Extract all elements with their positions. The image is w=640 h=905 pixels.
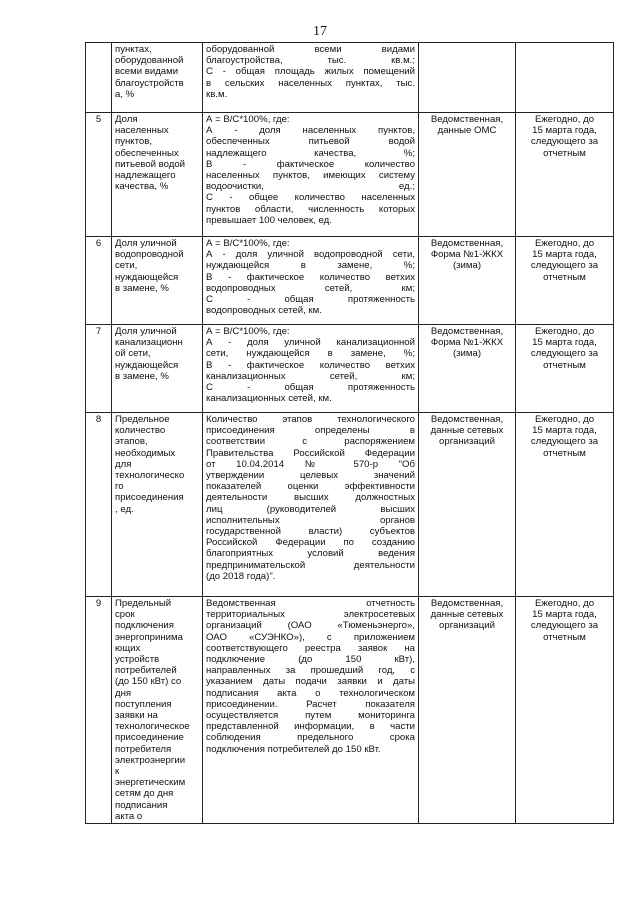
calculation-method-line: территориальных электросетевых xyxy=(206,609,415,621)
reporting-term-line: Ежегодно, до xyxy=(534,414,595,425)
indicator-name-line: подключения xyxy=(115,620,174,632)
indicator-name-line: качества, % xyxy=(115,181,169,193)
reporting-term-line: Ежегодно, до xyxy=(534,238,595,249)
calculation-method-line: Российской Федерации по созданию xyxy=(206,537,415,549)
calculation-method-line: показателей оценки эффективности xyxy=(206,481,415,493)
reporting-term xyxy=(516,237,614,325)
calculation-method-line: водопроводных сетей, км. xyxy=(206,305,322,317)
indicator-name-line: в замене, % xyxy=(115,370,169,382)
reporting-term-line: отчетным xyxy=(543,147,586,159)
row-number: 5 xyxy=(86,113,112,237)
indicator-name-line: присоединение xyxy=(115,732,184,744)
calculation-method-line: А = В/С*100%, где: xyxy=(206,114,290,125)
indicator-name xyxy=(112,413,203,597)
data-source xyxy=(419,597,516,824)
row-number: 7 xyxy=(86,325,112,413)
reporting-term-line: 15 марта года, xyxy=(532,609,597,621)
calculation-method-line: В - фактическое количество ветхих xyxy=(206,271,415,283)
data-source-line: Ведомственная, xyxy=(430,326,504,337)
calculation-method-line: подписания акта о технологическом xyxy=(206,687,415,699)
indicator-name-line: населенных xyxy=(115,125,169,137)
calculation-method-line: от 10.04.2014 № 570-р "Об xyxy=(206,458,415,470)
indicator-name-line: водопроводной xyxy=(115,249,184,261)
calculation-method-line: указанием даты подачи заявки и даты xyxy=(206,676,415,688)
calculation-method-line: канализационных сетей, км. xyxy=(206,393,332,405)
calculation-method-line: Количество этапов технологического xyxy=(206,414,415,425)
indicator-name-line: , ед. xyxy=(115,503,134,515)
reporting-term-line: 15 марта года, xyxy=(532,425,597,437)
calculation-method-line: утверждении целевых значений xyxy=(206,470,415,482)
data-source-line: Форма №1-ЖКХ xyxy=(430,249,504,261)
data-source xyxy=(419,113,516,237)
calculation-method-line: А = В/С*100%, где: xyxy=(206,238,290,249)
calculation-method-line: направленных за прошедший год, с xyxy=(206,665,415,677)
calculation-method xyxy=(203,325,419,413)
indicator-name-line: технологическо xyxy=(115,470,185,482)
calculation-method-line: оборудованной всеми видами xyxy=(206,44,415,55)
indicator-name-line: Доля xyxy=(115,114,138,125)
calculation-method-line: надлежащего качества, %; xyxy=(206,147,415,159)
calculation-method-line: С - общая площадь жилых помещений xyxy=(206,66,415,78)
calculation-method-line: подключение (до 150 кВт), xyxy=(206,654,415,666)
indicator-name-line: ющих xyxy=(115,642,141,654)
indicator-name-line: Доля уличной xyxy=(115,326,177,337)
calculation-method-line: водоочистки, ед.; xyxy=(206,181,415,193)
table-row xyxy=(86,237,614,325)
indicator-name-line: количество xyxy=(115,425,166,437)
calculation-method xyxy=(203,43,419,113)
reporting-term-line: следующего за xyxy=(530,436,599,448)
calculation-method-line: деятельности высших должностных xyxy=(206,492,415,504)
calculation-method-line: водопроводных сетей, км; xyxy=(206,282,415,294)
reporting-term-line: отчетным xyxy=(543,631,586,643)
reporting-term xyxy=(516,325,614,413)
data-source-line: Ведомственная, xyxy=(430,238,504,249)
indicator-name-line: заявки на xyxy=(115,710,158,722)
indicator-name xyxy=(112,597,203,824)
indicator-name-line: технологическое xyxy=(115,721,190,733)
indicator-name-line: в замене, % xyxy=(115,282,169,294)
reporting-term-line: отчетным xyxy=(543,271,586,283)
calculation-method xyxy=(203,113,419,237)
calculation-method-line: осуществляется путем мониторинга xyxy=(206,710,415,722)
data-source-line: организаций xyxy=(439,620,495,632)
reporting-term-line: 15 марта года, xyxy=(532,125,597,137)
reporting-term-line: следующего за xyxy=(530,620,599,632)
calculation-method-line: государственной власти) субъектов xyxy=(206,526,415,538)
indicator-name xyxy=(112,325,203,413)
reporting-term xyxy=(516,597,614,824)
reporting-term-line: отчетным xyxy=(543,359,586,371)
reporting-term xyxy=(516,43,614,113)
reporting-term-line: 15 марта года, xyxy=(532,337,597,349)
data-source xyxy=(419,43,516,113)
data-source-line: организаций xyxy=(439,436,495,448)
indicator-name-line: а, % xyxy=(115,88,135,100)
calculation-method-line: С - общая протяженность xyxy=(206,294,415,306)
indicator-name-line: потребителя xyxy=(115,743,172,755)
data-source-line: данные ОМС xyxy=(437,125,497,137)
indicator-name-line: ой сети, xyxy=(115,348,151,360)
calculation-method-line: пунктов области, численность которых xyxy=(206,203,415,215)
indicator-name-line: потребителей xyxy=(115,665,177,677)
indicator-name-line: этапов, xyxy=(115,436,148,448)
calculation-method-line: Ведомственная отчетность xyxy=(206,598,415,609)
indicator-name-line: пунктов, xyxy=(115,136,152,148)
data-source xyxy=(419,325,516,413)
calculation-method-line: предпринимательской деятельности xyxy=(206,559,415,571)
indicators-table xyxy=(85,42,614,824)
calculation-method-line: В - фактическое количество xyxy=(206,158,415,170)
data-source-line: (зима) xyxy=(452,348,482,360)
indicator-name-line: оборудованной xyxy=(115,55,184,67)
calculation-method xyxy=(203,597,419,824)
calculation-method-line: кв.м. xyxy=(206,88,228,100)
calculation-method-line: А = В/С*100%, где: xyxy=(206,326,290,337)
reporting-term xyxy=(516,113,614,237)
indicator-name-line: обеспеченных xyxy=(115,147,179,159)
row-number: 8 xyxy=(86,413,112,597)
indicator-name-line: дня xyxy=(115,687,132,699)
data-source-line: Ведомственная, xyxy=(430,414,504,425)
calculation-method-line: лиц (руководителей высших xyxy=(206,503,415,515)
indicator-name-line: го xyxy=(115,481,124,493)
calculation-method-line: населенных пунктов, имеющих систему xyxy=(206,170,415,182)
reporting-term-line: Ежегодно, до xyxy=(534,326,595,337)
calculation-method-line: организаций (ОАО «Тюменьэнерго», xyxy=(206,620,415,632)
calculation-method-line: Правительства Российской Федерации xyxy=(206,447,415,459)
reporting-term-line: 15 марта года, xyxy=(532,249,597,261)
indicator-name-line: надлежащего xyxy=(115,170,176,182)
calculation-method-line: в сельских населенных пунктах, тыс. xyxy=(206,77,415,89)
indicator-name-line: акта о xyxy=(115,810,143,822)
data-source-line: Ведомственная, xyxy=(430,598,504,609)
calculation-method-line: (до 2018 года)". xyxy=(206,570,276,582)
calculation-method-line: обеспеченных питьевой водой xyxy=(206,136,415,148)
calculation-method-line: присоединении. Расчет показателя xyxy=(206,698,415,710)
indicator-name-line: Предельное xyxy=(115,414,170,425)
reporting-term-line: отчетным xyxy=(543,447,586,459)
table-row xyxy=(86,113,614,237)
indicator-name-line: всеми видами xyxy=(115,66,179,78)
indicator-name-line: присоединения xyxy=(115,492,184,504)
indicator-name-line: электроэнергии xyxy=(115,754,186,766)
indicator-name-line: устройств xyxy=(115,654,160,666)
page-number: 17 xyxy=(313,24,327,39)
calculation-method xyxy=(203,237,419,325)
row-number: 6 xyxy=(86,237,112,325)
indicator-name-line: энергетическим xyxy=(115,777,186,789)
indicator-name-line: благоустройств xyxy=(115,77,184,89)
indicator-name-line: нуждающейся xyxy=(115,271,179,283)
row-number xyxy=(86,43,112,113)
calculation-method-line: сети, нуждающейся в замене, %; xyxy=(206,348,415,360)
reporting-term-line: следующего за xyxy=(530,136,599,148)
indicator-name xyxy=(112,43,203,113)
calculation-method-line: С - общая протяженность xyxy=(206,382,415,394)
calculation-method-line: соответствующего реестра заявок на xyxy=(206,642,415,654)
table-row xyxy=(86,43,614,113)
indicator-name-line: нуждающейся xyxy=(115,359,179,371)
indicator-name-line: энергопринима xyxy=(115,631,183,643)
indicator-name-line: пунктах, xyxy=(115,44,152,55)
reporting-term-line: следующего за xyxy=(530,260,599,272)
row-number: 9 xyxy=(86,597,112,824)
calculation-method-line: ОАО «СУЭНКО»), с приложением xyxy=(206,631,415,643)
indicator-name-line: питьевой водой xyxy=(115,158,186,170)
table-row xyxy=(86,597,614,824)
calculation-method-line: С - общее количество населенных xyxy=(206,192,415,204)
calculation-method-line: исполнительных органов xyxy=(206,514,415,526)
indicator-name-line: (до 150 кВт) со xyxy=(115,676,182,688)
calculation-method-line: присоединения определены в xyxy=(206,425,415,437)
calculation-method-line: канализационных сетей, км; xyxy=(206,370,415,382)
table-row xyxy=(86,325,614,413)
indicator-name-line: канализационн xyxy=(115,337,183,349)
calculation-method-line: В - фактическое количество ветхих xyxy=(206,359,415,371)
calculation-method-line: благоустройства, тыс. кв.м.; xyxy=(206,55,415,67)
indicator-name-line: поступления xyxy=(115,698,172,710)
reporting-term-line: Ежегодно, до xyxy=(534,598,595,609)
data-source-line: (зима) xyxy=(452,260,482,272)
calculation-method xyxy=(203,413,419,597)
indicator-name-line: Предельный xyxy=(115,598,172,609)
data-source-line: данные сетевых xyxy=(430,425,504,437)
indicator-name-line: сети, xyxy=(115,260,138,272)
data-source-line: Ведомственная, xyxy=(430,114,504,125)
reporting-term xyxy=(516,413,614,597)
indicator-name-line: подписания xyxy=(115,799,168,811)
calculation-method-line: нуждающейся в замене, %; xyxy=(206,260,415,272)
reporting-term-line: Ежегодно, до xyxy=(534,114,595,125)
indicator-name xyxy=(112,237,203,325)
data-source xyxy=(419,413,516,597)
indicator-name-line: Доля уличной xyxy=(115,238,177,249)
indicator-name xyxy=(112,113,203,237)
calculation-method-line: превышает 100 человек, ед. xyxy=(206,214,332,226)
reporting-term-line: следующего за xyxy=(530,348,599,360)
indicator-name-line: к xyxy=(115,766,120,778)
data-source-line: данные сетевых xyxy=(430,609,504,621)
calculation-method-line: соблюдения предельного срока xyxy=(206,732,415,744)
data-source-line: Форма №1-ЖКХ xyxy=(430,337,504,349)
calculation-method-line: А - доля уличной водопроводной сети, xyxy=(206,249,415,261)
calculation-method-line: подключения потребителей до 150 кВт. xyxy=(206,743,381,755)
calculation-method-line: А - доля населенных пунктов, xyxy=(206,125,415,137)
calculation-method-line: благоприятных условий ведения xyxy=(206,548,415,560)
indicator-name-line: необходимых xyxy=(115,447,176,459)
indicator-name-line: сетям до дня xyxy=(115,788,174,800)
calculation-method-line: представленной информации, в части xyxy=(206,721,415,733)
data-source xyxy=(419,237,516,325)
indicator-name-line: срок xyxy=(115,609,135,621)
calculation-method-line: А - доля уличной канализационной xyxy=(206,337,415,349)
table-row xyxy=(86,413,614,597)
calculation-method-line: соответствии с распоряжением xyxy=(206,436,415,448)
indicator-name-line: для xyxy=(115,458,132,470)
